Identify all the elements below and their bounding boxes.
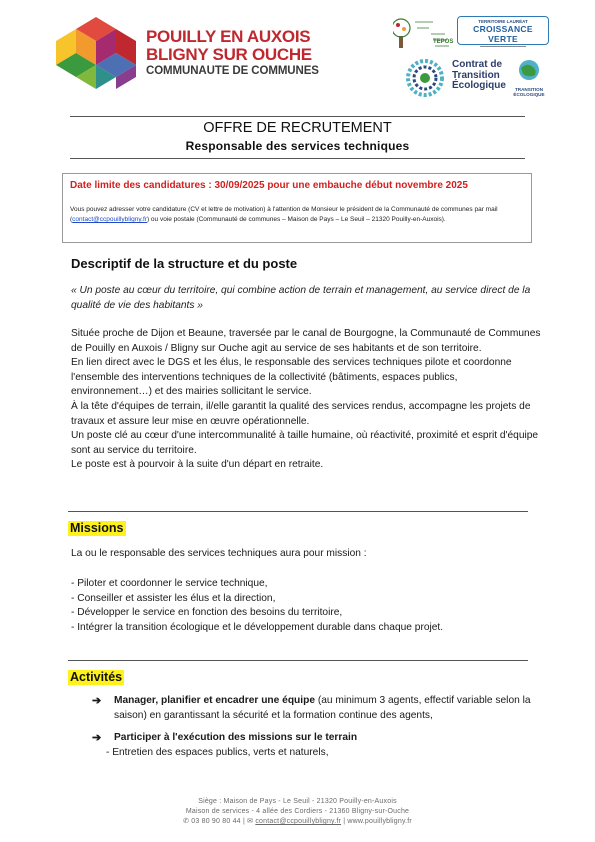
arrow-right-icon: ➔ [92,695,102,707]
structure-paragraph: Le poste est à pourvoir à la suite d'un départ en retraite. [71,459,324,471]
activites-heading-wrap [68,668,124,686]
org-name-line3: COMMUNAUTE DE COMMUNES [146,65,319,77]
phone-icon: ✆ [183,818,190,825]
list-item: - Développer le service en fonction des besoins du territoire, [71,607,343,619]
missions-list [71,577,443,635]
org-name-line1: POUILLY EN AUXOIS [146,27,311,46]
community-logo-icon [56,17,136,95]
list-item: - Intégrer la transition écologique et le développement durable dans chaque projet. [71,621,444,633]
footer-phone: 03 80 90 80 44 [191,818,241,825]
footer-contact [0,817,595,827]
list-item: - Conseiller et assister les élus et la direction, [71,592,276,604]
croissance-top-label: TERRITOIRE LAURÉAT [478,19,528,24]
croissance-verte-badge [457,16,549,49]
structure-quote: « Un poste au cœur du territoire, qui combine action de terrain et management, au service direct de la qualité de vie des habitants » [71,285,531,311]
activity-rest: (au minimum 3 agents, effectif variable selon la saison) en garantissant la sécurité et la formation continue des agents, [114,695,531,721]
missions-intro: La ou le responsable des services techniques aura pour mission : [71,548,367,559]
croissance-stripe: ━━━━━━━━━━━━━━━━━━━━ [480,45,526,49]
cte-label-line2: Transition [452,69,500,81]
deadline-text: Date limite des candidatures : 30/09/2025 pour une embauche début novembre 2025 [70,180,468,191]
croissance-main-label: CROISSANCE VERTE [473,24,533,44]
structure-description [71,327,541,473]
arrow-right-icon: ➔ [92,732,102,744]
contact-email-link[interactable]: contact@ccpouillybligny.fr [72,216,147,223]
structure-heading: Descriptif de la structure et du poste [71,256,298,271]
cte-circle-icon [404,58,446,98]
cte-label-line3: Écologique [452,80,506,91]
missions-heading-wrap [68,519,126,537]
cte-label [452,60,506,92]
te-label-line2: ÉCOLOGIQUE [513,92,545,97]
transition-ecologique-logo [509,58,549,102]
title-top-rule [70,116,525,117]
organization-name [146,28,319,78]
activites-heading: Activités [70,670,123,684]
instructions-before: Vous pouvez adresser votre candidature (CV et lettre de motivation) à l'attention de Monsieur le président de la Communauté de communes par mail ( [70,206,498,223]
footer-email-link[interactable]: contact@ccpouillybligny.fr [255,818,342,825]
missions-heading: Missions [70,521,124,535]
activity-text [92,731,542,746]
footer-address-1: Siège : Maison de Pays - Le Seuil - 21320 Pouilly-en-Auxois [198,798,397,805]
tepos-logo [393,14,454,50]
page-subtitle: Responsable des services techniques [185,139,410,153]
tepos-label: TEPOS [433,39,454,45]
application-instructions [70,205,525,225]
activity-bold: Participer à l'exécution des missions sur le terrain [114,732,358,743]
footer-separator: | [343,818,348,825]
cte-label-line1: Contrat de [452,59,502,70]
structure-paragraph: Un poste clé au cœur d'une intercommunalité à taille humaine, où réactivité, proximité et esprit d'équipe sont au service du territoire. [71,430,539,456]
globe-icon [509,58,549,82]
structure-paragraph: À la tête d'équipes de terrain, il/elle garantit la qualité des services rendus, accompagne les projets de travaux et assure leur mise en œuvre opérationnelle. [71,400,531,427]
footer [0,797,595,827]
instructions-after: ) ou voie postale (Communauté de communes – Maison de Pays – Le Seuil – 21320 Pouilly-en-Auxois). [146,216,446,223]
activity-item-1 [92,694,542,723]
activity-text [92,694,542,723]
footer-website-link[interactable]: www.pouillybligny.fr [347,818,412,825]
list-item: - Piloter et coordonner le service technique, [71,578,268,589]
title-bottom-rule [70,158,525,159]
org-name-line2: BLIGNY SUR OUCHE [146,45,312,64]
structure-paragraph: Située proche de Dijon et Beaune, traversée par le canal de Bourgogne, la Communauté de Communes de Pouilly en Auxois / Bligny sur Ouche agit au service de ses habitants et de son territoire. [71,328,541,354]
page-title: OFFRE DE RECRUTEMENT [203,120,392,136]
missions-rule [68,511,528,512]
footer-address-2: Maison de services - 4 allée des Cordiers - 21360 Bligny-sur-Ouche [185,808,410,815]
activity-subitem: - Entretien des espaces publics, verts et naturels, [106,746,329,758]
footer-separator: | [242,818,248,825]
mail-icon: ✉ [247,818,254,825]
activites-rule [68,660,528,661]
activity-bold: Manager, planifier et encadrer une équipe [114,695,315,706]
te-label-line1: TRANSITION [514,87,544,92]
structure-paragraph: En lien direct avec le DGS et les élus, le responsable des services techniques pilote et coordonne l'ensemble des interventions techniques de la collectivité (bâtiments, espaces publics, environnement…) et des mairies sollicitant le service. [71,357,512,398]
activity-item-2 [92,731,542,760]
